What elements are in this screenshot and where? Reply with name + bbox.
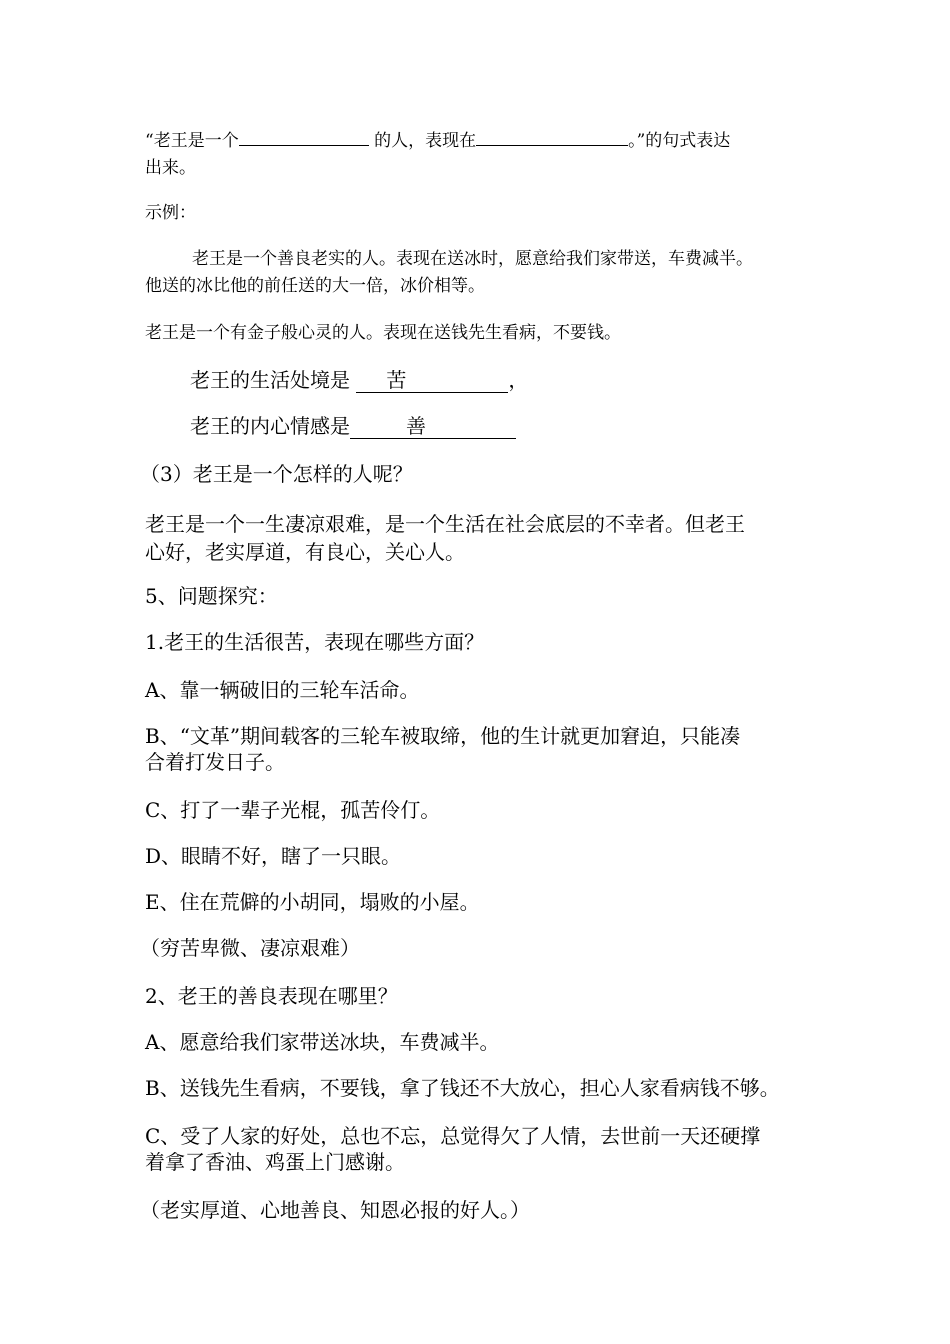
p1-item-a: A、靠一辆破旧的三轮车活命。 <box>145 678 420 702</box>
emotion-line <box>190 410 516 439</box>
p1-item-b-line-1: B、“文革”期间载客的三轮车被取缔，他的生计就更加窘迫，只能凑 <box>145 724 741 748</box>
q3-title: （3）老王是一个怎样的人呢？ <box>140 462 413 486</box>
q3-answer-line-1: 老王是一个一生凄凉艰难，是一个生活在社会底层的不幸者。但老王 <box>145 512 745 536</box>
prompt-line-1 <box>145 126 730 151</box>
p1-item-b-line-2: 合着打发日子。 <box>145 750 285 774</box>
emotion-label: 老王的内心情感是 <box>190 414 350 438</box>
example-1-line-1: 老王是一个善良老实的人。表现在送冰时，愿意给我们家带送，车费减半。 <box>192 249 753 269</box>
blank-1 <box>239 127 369 146</box>
p2-item-a: A、愿意给我们家带送冰块，车费减半。 <box>145 1030 500 1054</box>
p1-question: 1.老王的生活很苦，表现在哪些方面？ <box>145 630 485 654</box>
p1-item-c: C、打了一辈子光棍，孤苦伶仃。 <box>145 798 441 822</box>
p2-summary: （老实厚道、心地善良、知恩必报的好人。） <box>140 1198 530 1222</box>
example-label: 示例： <box>145 203 196 223</box>
p2-question: 2、老王的善良表现在哪里？ <box>145 984 398 1008</box>
situation-answer: 苦 <box>356 368 508 393</box>
p1-item-e: E、住在荒僻的小胡同，塌败的小屋。 <box>145 890 480 914</box>
prompt-line-2: 出来。 <box>145 158 196 178</box>
example-2: 老王是一个有金子般心灵的人。表现在送钱先生看病，不要钱。 <box>145 323 621 343</box>
situation-line <box>190 364 528 393</box>
p1-summary: （穷苦卑微、凄凉艰难） <box>140 936 360 960</box>
emotion-answer: 善 <box>350 414 516 439</box>
prompt-text-3: 。”的句式表达 <box>628 131 731 151</box>
prompt-text-1: “老王是一个 <box>145 131 239 151</box>
example-1-line-2: 他送的冰比他的前任送的大一倍，冰价相等。 <box>145 276 485 296</box>
blank-2 <box>476 127 628 146</box>
situation-label: 老王的生活处境是 <box>190 368 350 392</box>
prompt-text-2: 的人，表现在 <box>374 131 477 151</box>
section-5-heading: 5、问题探究： <box>145 584 278 608</box>
p2-item-c-line-2: 着拿了香油、鸡蛋上门感谢。 <box>145 1150 405 1174</box>
p1-item-d: D、眼睛不好，瞎了一只眼。 <box>145 844 402 868</box>
situation-trail: ， <box>508 368 529 392</box>
q3-answer-line-2: 心好，老实厚道，有良心，关心人。 <box>145 540 465 564</box>
p2-item-b: B、送钱先生看病，不要钱，拿了钱还不大放心，担心人家看病钱不够。 <box>145 1076 780 1100</box>
p2-item-c-line-1: C、受了人家的好处，总也不忘，总觉得欠了人情，去世前一天还硬撑 <box>145 1124 761 1148</box>
